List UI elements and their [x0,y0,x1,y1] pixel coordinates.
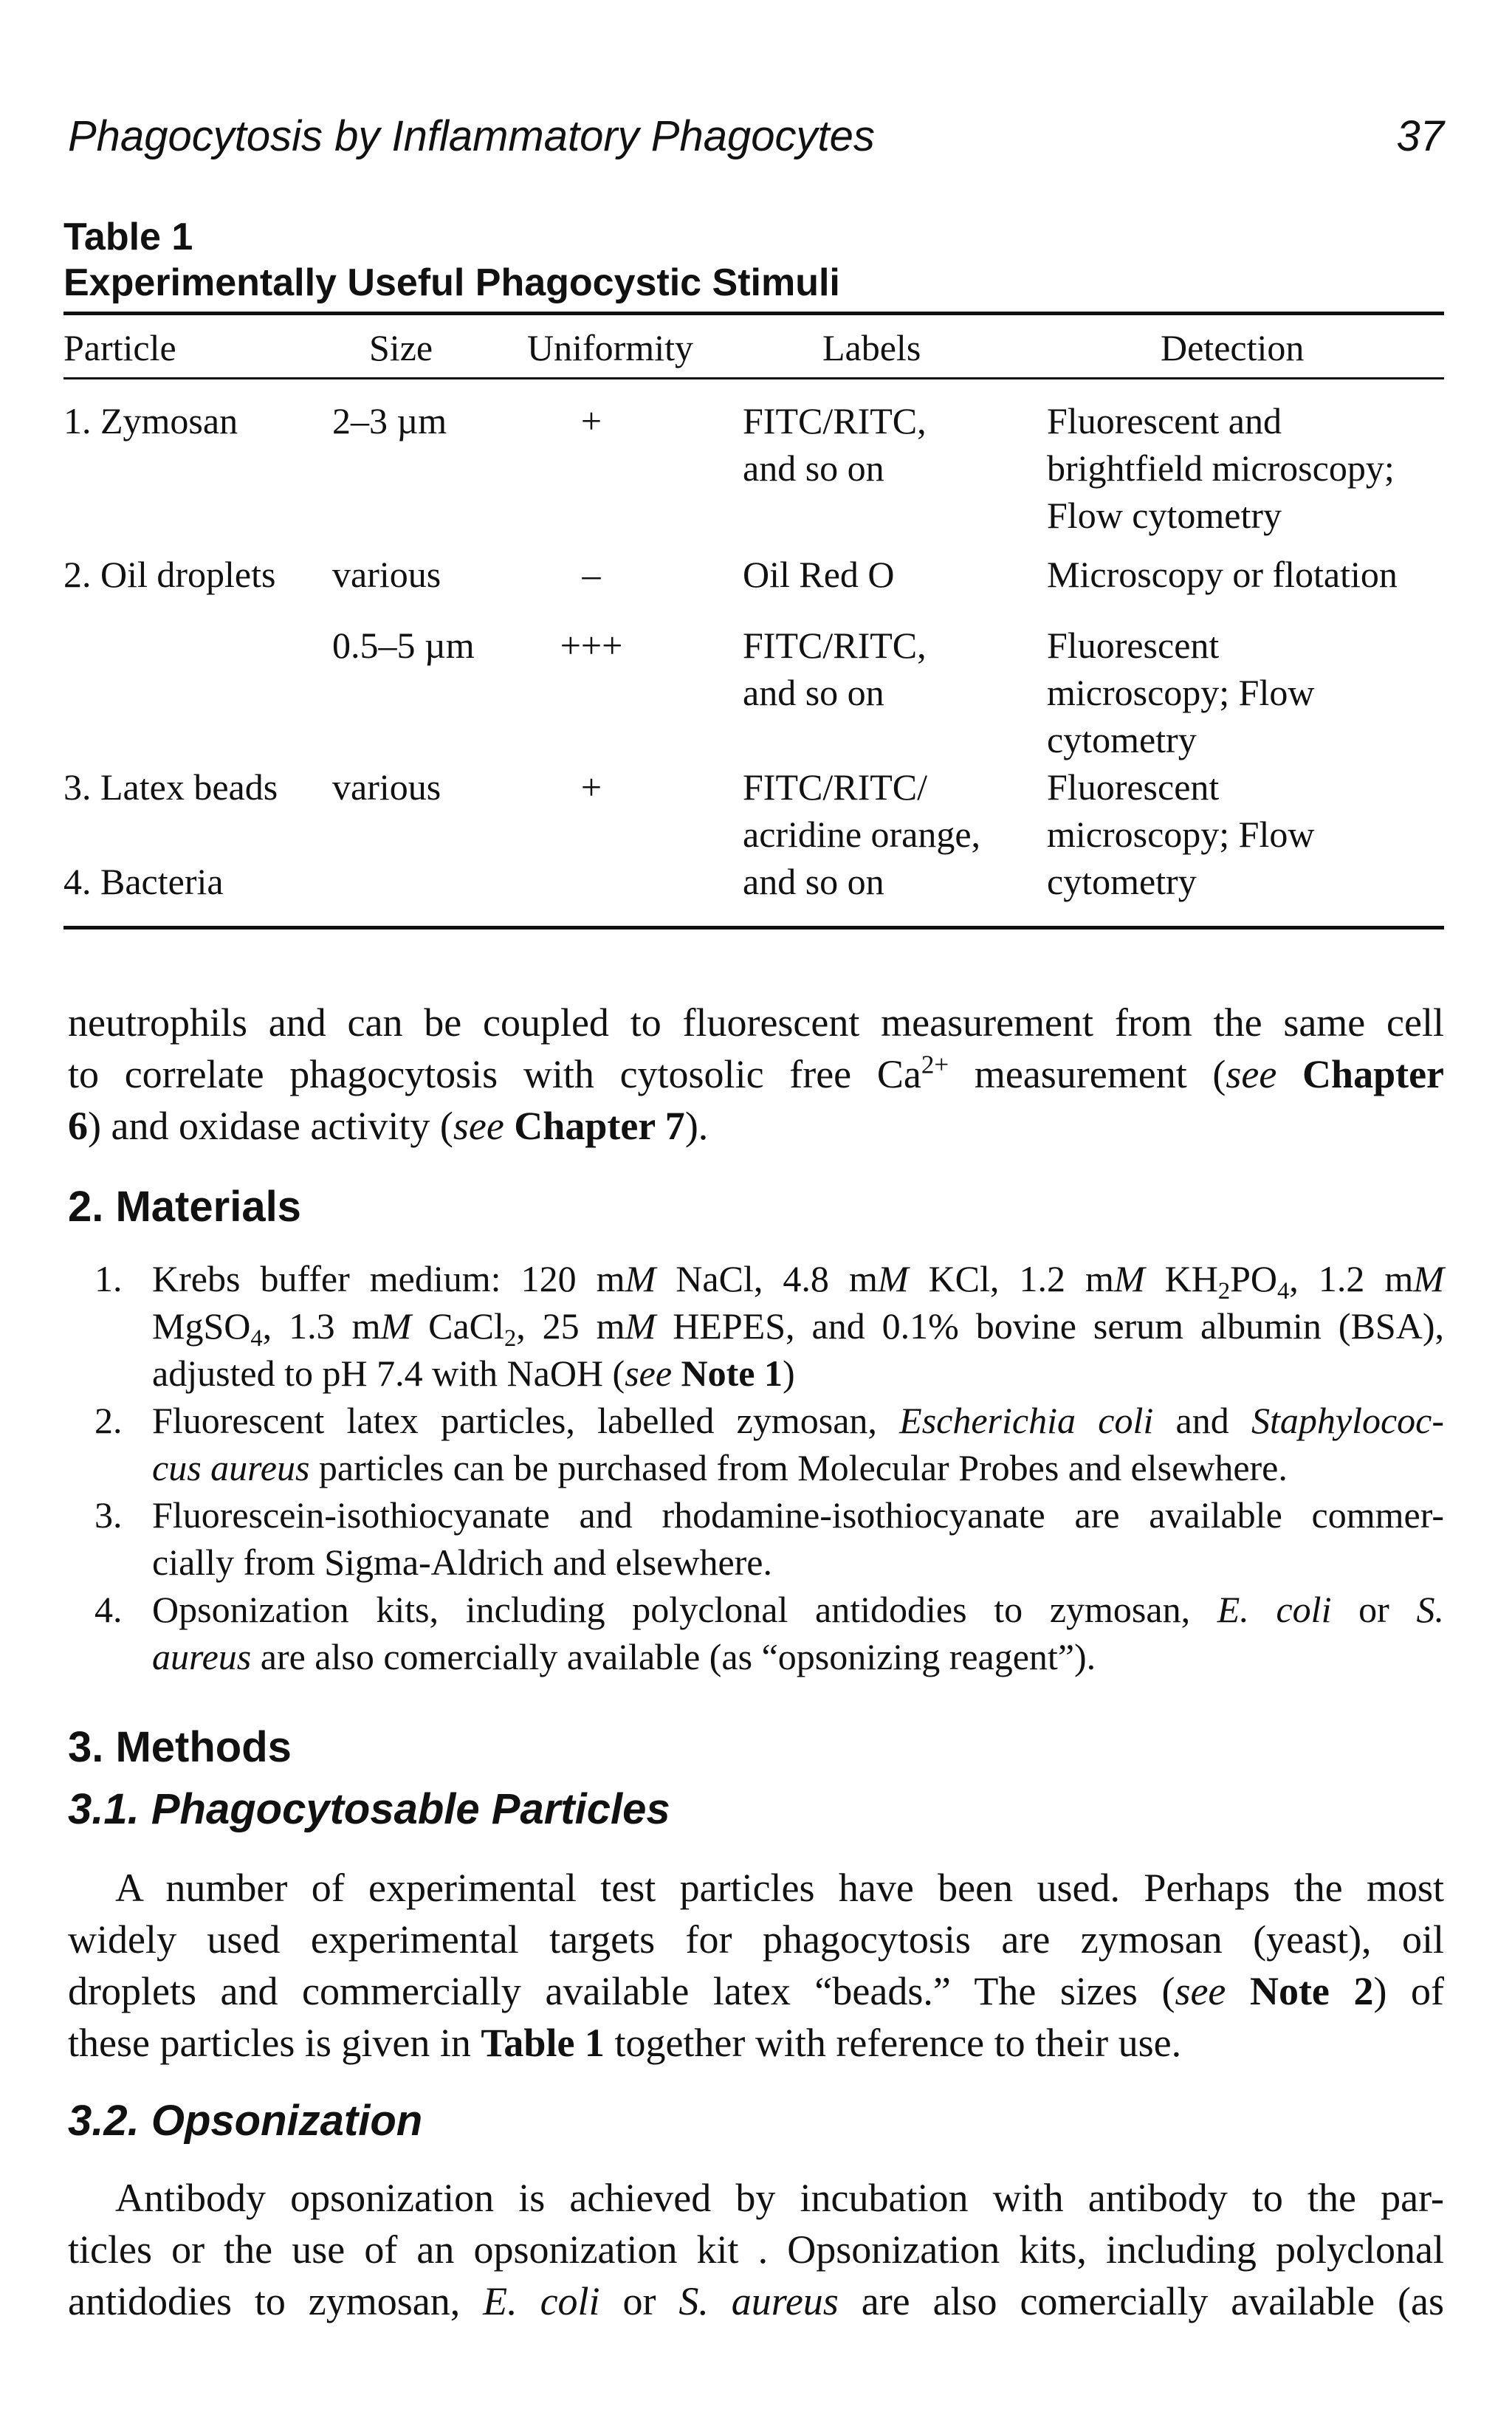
text-run: or [1331,1589,1417,1630]
table-cell: various [332,766,441,808]
note-reference[interactable]: Note 1 [681,1353,783,1394]
text-run: M [1413,1258,1444,1299]
table-cell: + [580,400,602,441]
text-run: M [877,1258,909,1299]
subscript: 2 [1217,1277,1231,1305]
text-run [1226,1969,1250,2013]
text-run: and [1153,1400,1251,1441]
text-run: M [625,1258,656,1299]
text-run: KH [1144,1258,1218,1299]
text-run: to correlate phagocytosis with cytosolic free Ca [68,1052,921,1096]
text-run: ) and oxidase activity ( [88,1104,453,1148]
text-run: HEPES, and 0.1% bovine serum albumin (BSA), [656,1305,1444,1347]
text-line [152,1350,1444,1397]
text-run: cus aureus [152,1447,310,1488]
cell-line: cytometry [1047,719,1197,760]
text-run: ). [684,1104,709,1148]
text-line [152,1633,1444,1680]
cell-line: Flow cytometry [1047,495,1282,536]
text-line: Antibody opsonization is achieved by incubation with antibody to the par- [115,2176,1444,2220]
text-run: Krebs buffer medium: 120 m [152,1258,625,1299]
table-header-row [63,315,1444,377]
text-line [152,1397,1444,1444]
text-run: , 1.3 m [262,1305,381,1347]
note-reference[interactable]: Note 2 [1249,1969,1374,2013]
paragraph-particles [68,1862,1444,2069]
text-run: ) of [1373,1969,1444,2013]
text-run: are also comercially available (as [838,2279,1445,2323]
text-run: particles can be purchased from Molecular Probes and elsewhere. [309,1447,1288,1488]
section-heading-methods: 3. Methods [68,1723,292,1771]
table-cell: Microscopy or flotation [1047,554,1398,595]
intro-paragraph [68,997,1444,1152]
text-run: Staphylococ- [1251,1400,1445,1441]
table-cell: – [582,554,601,595]
cell-line: microscopy; Flow [1047,672,1315,713]
text-run: see [1175,1969,1226,2013]
text-line: A number of experimental test particles have been used. Perhaps the most [115,1866,1444,1910]
cell-line: and so on [743,447,884,489]
text-line [68,2275,1444,2327]
text-line [152,1255,1444,1305]
subscript: 2 [504,1324,517,1352]
text-run: are also comercially available (as “opsonizing reagent”). [251,1636,1096,1677]
subsection-heading-opsonization: 3.2. Opsonization [68,2097,423,2145]
table-cell: 3. Latex beads [63,766,278,808]
running-head-title: Phagocytosis by Inflammatory Phagocytes [68,112,875,160]
chapter-reference[interactable]: Chapter [1302,1052,1445,1096]
text-line: widely used experimental targets for phagocytosis are zymosan (yeast), oil [68,1917,1444,1962]
list-number: 1. [94,1258,123,1299]
text-line: ticles or the use of an opsonization kit . Opsonization kits, including polyclonal [68,2227,1444,2272]
text-run: E. coli [1217,1589,1332,1630]
text-run [1276,1052,1302,1096]
paragraph-opsonization [68,2172,1444,2327]
table-1 [63,214,1444,929]
table-caption: Experimentally Useful Phagocystic Stimuli [63,261,840,304]
table-cell [1047,622,1314,763]
text-run: KCl, 1.2 m [908,1258,1114,1299]
cell-line: Fluorescent and [1047,400,1282,441]
list-item [68,1586,1444,1680]
list-item [68,1255,1444,1397]
text-run: Escherichia coli [899,1400,1154,1441]
text-run: see [453,1104,504,1148]
text-run: PO [1230,1258,1278,1299]
text-line: cially from Sigma-Aldrich and elsewhere. [152,1542,772,1583]
text-run: S. aureus [678,2279,839,2323]
text-line [68,1100,1444,1152]
list-item [68,1491,1444,1586]
text-run: antidodies to zymosan, [68,2279,484,2323]
table-cell: various [332,554,441,595]
text-run: Opsonization kits, including polyclonal antidodies to zymosan, [152,1589,1217,1630]
cell-line: FITC/RITC/ [743,766,928,808]
cell-line: and so on [743,672,884,713]
cell-line: FITC/RITC, [743,625,927,666]
cell-line: brightfield microscopy; [1047,447,1395,489]
col-header-particle: Particle [63,327,176,368]
table-cell: 0.5–5 µm [332,625,475,666]
table-cell [1047,397,1395,539]
text-line [152,1586,1444,1633]
table-cell: 2. Oil droplets [63,554,276,595]
cell-line: acridine orange, [743,814,981,855]
chapter-reference[interactable]: Chapter 7 [514,1104,685,1148]
text-run: Fluorescent latex particles, labelled zymosan, [152,1400,900,1441]
cell-line: and so on [743,861,884,902]
text-run: , 25 m [516,1305,625,1347]
text-line [152,1302,1444,1350]
text-line [68,2017,1444,2069]
chapter-reference[interactable]: 6 [68,1104,88,1148]
text-run: aureus [152,1636,252,1677]
table-reference[interactable]: Table 1 [481,2021,605,2065]
cell-line: FITC/RITC, [743,400,927,441]
cell-line: cytometry [1047,861,1197,902]
subscript: 4 [250,1324,263,1352]
subsection-heading-particles: 3.1. Phagocytosable Particles [68,1785,670,1833]
table-cell: 2–3 µm [332,400,447,441]
list-number: 4. [94,1589,123,1630]
text-run: adjusted to pH 7.4 with NaOH ( [152,1353,625,1394]
table-label: Table 1 [63,216,193,258]
table-cell: +++ [560,625,623,666]
cell-line: Fluorescent [1047,766,1220,808]
text-run: droplets and commercially available latex “beads.” The sizes ( [68,1969,1175,2013]
text-run: E. coli [483,2279,600,2323]
text-line [68,1965,1444,2017]
cell-line: microscopy; Flow [1047,814,1315,855]
subscript: 4 [1277,1277,1290,1305]
superscript: 2+ [921,1050,949,1079]
text-run: S. [1416,1589,1444,1630]
text-line: neutrophils and can be coupled to fluorescent measurement from the same cell [68,1000,1444,1045]
text-run: see [625,1353,673,1394]
list-item [68,1397,1444,1491]
text-run [504,1104,515,1148]
table-cell: 4. Bacteria [63,861,224,902]
text-line [152,1444,1444,1491]
text-run: measurement ( [949,1052,1226,1096]
col-header-uniformity: Uniformity [527,327,693,368]
text-run: these particles is given in [68,2021,481,2065]
text-run: CaCl [411,1305,504,1347]
text-run: M [625,1305,656,1347]
table-cell: Oil Red O [743,554,895,595]
text-run: together with reference to their use. [604,2021,1182,2065]
text-run: see [1226,1052,1277,1096]
text-line: Fluorescein-isothiocyanate and rhodamine-isothiocyanate are available commer- [152,1494,1444,1536]
table-cell [1047,763,1314,905]
table-cell: 1. Zymosan [63,400,238,441]
col-header-labels: Labels [822,327,921,368]
text-run: , 1.2 m [1289,1258,1414,1299]
text-run: NaCl, 4.8 m [656,1258,878,1299]
list-number: 3. [94,1494,123,1536]
cell-line: Fluorescent [1047,625,1220,666]
col-header-detection: Detection [1161,327,1305,368]
section-heading-materials: 2. Materials [68,1183,301,1231]
col-header-size: Size [369,327,433,368]
table-cell [743,397,927,492]
materials-list [68,1255,1444,1680]
table-cell [743,622,927,716]
text-run: or [599,2279,679,2323]
table-cell [743,763,980,905]
text-run: MgSO [152,1305,251,1347]
text-line [68,1048,1444,1100]
table-body [63,379,1444,926]
text-run [672,1353,681,1394]
list-number: 2. [94,1400,123,1441]
text-run: M [380,1305,412,1347]
text-run: M [1113,1258,1145,1299]
table-cell: + [580,766,602,808]
page-number: 37 [1396,112,1444,160]
table-bottom-rule [63,926,1444,929]
text-run: ) [782,1353,795,1394]
